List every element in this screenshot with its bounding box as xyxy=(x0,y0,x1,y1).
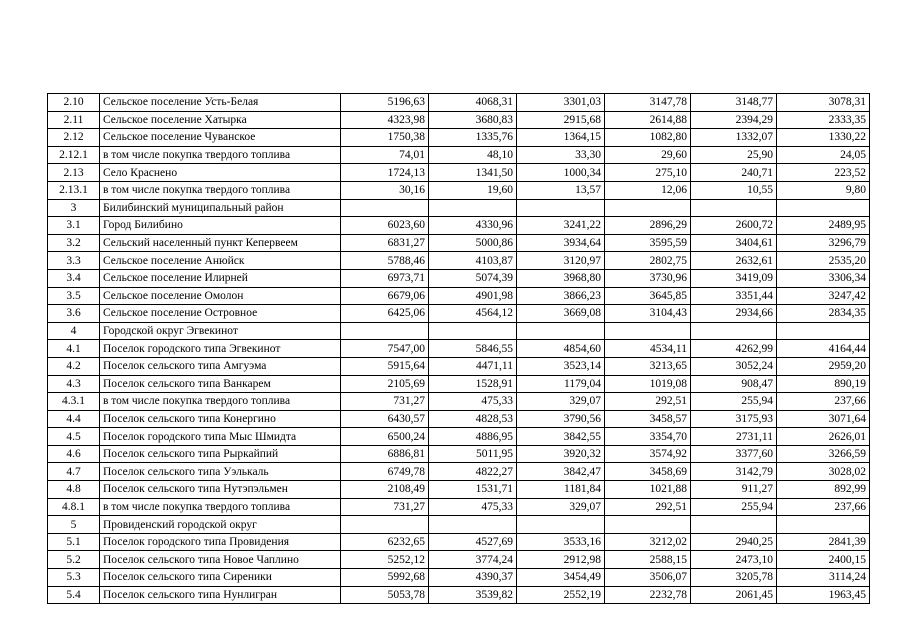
row-number-cell: 2.12 xyxy=(48,129,100,147)
value-cell: 3028,02 xyxy=(777,463,870,481)
table-row xyxy=(48,410,870,428)
value-cell xyxy=(777,322,870,340)
value-cell xyxy=(777,516,870,534)
value-cell: 292,51 xyxy=(605,393,691,411)
value-cell: 3842,47 xyxy=(517,463,605,481)
row-name-cell: в том числе покупка твердого топлива xyxy=(100,181,341,199)
value-cell xyxy=(429,322,517,340)
value-cell xyxy=(605,199,691,217)
value-cell: 4471,11 xyxy=(429,357,517,375)
table-row xyxy=(48,340,870,358)
value-cell: 3680,83 xyxy=(429,111,517,129)
row-number-cell: 5.2 xyxy=(48,551,100,569)
value-cell: 2934,66 xyxy=(691,305,777,323)
value-cell: 3774,24 xyxy=(429,551,517,569)
value-cell: 4828,53 xyxy=(429,410,517,428)
row-number-cell: 2.13 xyxy=(48,164,100,182)
value-cell xyxy=(517,516,605,534)
value-cell: 329,07 xyxy=(517,393,605,411)
row-name-cell: Поселок сельского типа Новое Чаплино xyxy=(100,551,341,569)
value-cell: 3147,78 xyxy=(605,94,691,112)
value-cell: 2535,20 xyxy=(777,252,870,270)
value-cell: 6430,57 xyxy=(341,410,429,428)
row-name-cell: Сельское поселение Омолон xyxy=(100,287,341,305)
data-table xyxy=(47,93,870,604)
table-row xyxy=(48,164,870,182)
row-name-cell: Село Краснено xyxy=(100,164,341,182)
value-cell: 3266,59 xyxy=(777,445,870,463)
row-number-cell: 4 xyxy=(48,322,100,340)
row-number-cell: 3.6 xyxy=(48,305,100,323)
row-number-cell: 4.1 xyxy=(48,340,100,358)
value-cell: 33,30 xyxy=(517,146,605,164)
row-number-cell: 2.10 xyxy=(48,94,100,112)
value-cell: 240,71 xyxy=(691,164,777,182)
value-cell: 13,57 xyxy=(517,181,605,199)
row-name-cell: в том числе покупка твердого топлива xyxy=(100,393,341,411)
row-number-cell: 5.1 xyxy=(48,533,100,551)
value-cell: 890,19 xyxy=(777,375,870,393)
value-cell: 4330,96 xyxy=(429,217,517,235)
value-cell: 237,66 xyxy=(777,498,870,516)
table-row xyxy=(48,516,870,534)
row-name-cell: Сельское поселение Анюйск xyxy=(100,252,341,270)
row-name-cell: Поселок городского типа Мыс Шмидта xyxy=(100,428,341,446)
value-cell: 892,99 xyxy=(777,481,870,499)
value-cell: 2614,88 xyxy=(605,111,691,129)
value-cell xyxy=(517,199,605,217)
value-cell: 3458,57 xyxy=(605,410,691,428)
value-cell: 5000,86 xyxy=(429,234,517,252)
value-cell: 3351,44 xyxy=(691,287,777,305)
value-cell: 30,16 xyxy=(341,181,429,199)
value-cell: 4323,98 xyxy=(341,111,429,129)
value-cell: 5074,39 xyxy=(429,269,517,287)
value-cell: 2394,29 xyxy=(691,111,777,129)
value-cell: 4534,11 xyxy=(605,340,691,358)
value-cell: 4854,60 xyxy=(517,340,605,358)
value-cell: 3205,78 xyxy=(691,569,777,587)
value-cell: 3071,64 xyxy=(777,410,870,428)
value-cell: 2232,78 xyxy=(605,586,691,604)
value-cell: 3419,09 xyxy=(691,269,777,287)
row-name-cell: Поселок сельского типа Рыркайпий xyxy=(100,445,341,463)
value-cell: 4103,87 xyxy=(429,252,517,270)
value-cell: 10,55 xyxy=(691,181,777,199)
row-name-cell: в том числе покупка твердого топлива xyxy=(100,498,341,516)
table-row xyxy=(48,551,870,569)
value-cell xyxy=(691,516,777,534)
value-cell: 3842,55 xyxy=(517,428,605,446)
value-cell: 3790,56 xyxy=(517,410,605,428)
value-cell: 2105,69 xyxy=(341,375,429,393)
table-row xyxy=(48,586,870,604)
row-number-cell: 2.12.1 xyxy=(48,146,100,164)
row-name-cell: Сельское поселение Островное xyxy=(100,305,341,323)
value-cell: 3574,92 xyxy=(605,445,691,463)
value-cell: 5846,55 xyxy=(429,340,517,358)
value-cell: 911,27 xyxy=(691,481,777,499)
value-cell: 3052,24 xyxy=(691,357,777,375)
value-cell: 2940,25 xyxy=(691,533,777,551)
value-cell: 292,51 xyxy=(605,498,691,516)
value-cell: 25,90 xyxy=(691,146,777,164)
value-cell: 3175,93 xyxy=(691,410,777,428)
value-cell: 3114,24 xyxy=(777,569,870,587)
row-name-cell: Поселок городского типа Эгвекинот xyxy=(100,340,341,358)
value-cell xyxy=(429,199,517,217)
value-cell: 3968,80 xyxy=(517,269,605,287)
table-row xyxy=(48,234,870,252)
value-cell: 3454,49 xyxy=(517,569,605,587)
row-number-cell: 2.11 xyxy=(48,111,100,129)
value-cell: 4886,95 xyxy=(429,428,517,446)
value-cell: 4901,98 xyxy=(429,287,517,305)
value-cell: 5992,68 xyxy=(341,569,429,587)
value-cell: 2489,95 xyxy=(777,217,870,235)
table-row xyxy=(48,287,870,305)
value-cell: 1021,88 xyxy=(605,481,691,499)
row-name-cell: Провиденский городской округ xyxy=(100,516,341,534)
value-cell: 3669,08 xyxy=(517,305,605,323)
value-cell: 1082,80 xyxy=(605,129,691,147)
value-cell xyxy=(341,322,429,340)
row-name-cell: Городской округ Эгвекинот xyxy=(100,322,341,340)
value-cell: 1528,91 xyxy=(429,375,517,393)
row-number-cell: 4.2 xyxy=(48,357,100,375)
value-cell: 5252,12 xyxy=(341,551,429,569)
value-cell: 2834,35 xyxy=(777,305,870,323)
value-cell: 237,66 xyxy=(777,393,870,411)
value-cell: 3458,69 xyxy=(605,463,691,481)
row-name-cell: Поселок сельского типа Уэлькаль xyxy=(100,463,341,481)
value-cell: 2333,35 xyxy=(777,111,870,129)
value-cell: 6500,24 xyxy=(341,428,429,446)
row-number-cell: 3.5 xyxy=(48,287,100,305)
value-cell xyxy=(777,199,870,217)
value-cell: 5915,64 xyxy=(341,357,429,375)
row-number-cell: 3.3 xyxy=(48,252,100,270)
value-cell: 3120,97 xyxy=(517,252,605,270)
value-cell: 2632,61 xyxy=(691,252,777,270)
value-cell: 4822,27 xyxy=(429,463,517,481)
row-name-cell: Сельское поселение Усть-Белая xyxy=(100,94,341,112)
row-name-cell: Сельское поселение Хатырка xyxy=(100,111,341,129)
value-cell: 4164,44 xyxy=(777,340,870,358)
value-cell: 3730,96 xyxy=(605,269,691,287)
value-cell: 3404,61 xyxy=(691,234,777,252)
value-cell: 4068,31 xyxy=(429,94,517,112)
row-number-cell: 4.6 xyxy=(48,445,100,463)
row-name-cell: Поселок сельского типа Сиреники xyxy=(100,569,341,587)
value-cell: 4564,12 xyxy=(429,305,517,323)
value-cell: 2912,98 xyxy=(517,551,605,569)
value-cell: 4390,37 xyxy=(429,569,517,587)
row-number-cell: 5.3 xyxy=(48,569,100,587)
value-cell: 1335,76 xyxy=(429,129,517,147)
table-body xyxy=(48,94,870,604)
table-row xyxy=(48,252,870,270)
row-name-cell: Сельский населенный пункт Кепервеем xyxy=(100,234,341,252)
value-cell: 24,05 xyxy=(777,146,870,164)
row-number-cell: 3.1 xyxy=(48,217,100,235)
table-row xyxy=(48,146,870,164)
value-cell: 5196,63 xyxy=(341,94,429,112)
value-cell: 223,52 xyxy=(777,164,870,182)
value-cell: 255,94 xyxy=(691,498,777,516)
row-number-cell: 5.4 xyxy=(48,586,100,604)
row-number-cell: 4.5 xyxy=(48,428,100,446)
value-cell: 5053,78 xyxy=(341,586,429,604)
value-cell: 1330,22 xyxy=(777,129,870,147)
row-name-cell: Поселок сельского типа Нунлигран xyxy=(100,586,341,604)
value-cell: 2802,75 xyxy=(605,252,691,270)
row-name-cell: в том числе покупка твердого топлива xyxy=(100,146,341,164)
table-row xyxy=(48,269,870,287)
value-cell: 1000,34 xyxy=(517,164,605,182)
table-row xyxy=(48,217,870,235)
value-cell: 3920,32 xyxy=(517,445,605,463)
value-cell: 1341,50 xyxy=(429,164,517,182)
value-cell: 3645,85 xyxy=(605,287,691,305)
value-cell xyxy=(517,322,605,340)
value-cell: 2626,01 xyxy=(777,428,870,446)
table-row xyxy=(48,393,870,411)
table-row xyxy=(48,445,870,463)
row-number-cell: 4.3.1 xyxy=(48,393,100,411)
value-cell: 2841,39 xyxy=(777,533,870,551)
row-number-cell: 5 xyxy=(48,516,100,534)
value-cell: 475,33 xyxy=(429,393,517,411)
value-cell: 2731,11 xyxy=(691,428,777,446)
value-cell: 4262,99 xyxy=(691,340,777,358)
value-cell: 275,10 xyxy=(605,164,691,182)
value-cell xyxy=(605,516,691,534)
row-number-cell: 3.2 xyxy=(48,234,100,252)
table-row xyxy=(48,111,870,129)
value-cell: 731,27 xyxy=(341,393,429,411)
value-cell: 9,80 xyxy=(777,181,870,199)
value-cell: 3213,65 xyxy=(605,357,691,375)
table-row xyxy=(48,533,870,551)
row-number-cell: 3.4 xyxy=(48,269,100,287)
table-row xyxy=(48,199,870,217)
value-cell: 6232,65 xyxy=(341,533,429,551)
value-cell: 6679,06 xyxy=(341,287,429,305)
value-cell: 29,60 xyxy=(605,146,691,164)
value-cell: 12,06 xyxy=(605,181,691,199)
value-cell: 6973,71 xyxy=(341,269,429,287)
value-cell: 2400,15 xyxy=(777,551,870,569)
row-number-cell: 4.7 xyxy=(48,463,100,481)
value-cell xyxy=(341,199,429,217)
value-cell: 1364,15 xyxy=(517,129,605,147)
value-cell: 3934,64 xyxy=(517,234,605,252)
value-cell: 475,33 xyxy=(429,498,517,516)
value-cell: 19,60 xyxy=(429,181,517,199)
value-cell: 3301,03 xyxy=(517,94,605,112)
table-row xyxy=(48,375,870,393)
value-cell: 2108,49 xyxy=(341,481,429,499)
value-cell xyxy=(691,322,777,340)
row-name-cell: Поселок сельского типа Ванкарем xyxy=(100,375,341,393)
table-row xyxy=(48,305,870,323)
value-cell: 3148,77 xyxy=(691,94,777,112)
table-row xyxy=(48,94,870,112)
value-cell: 329,07 xyxy=(517,498,605,516)
value-cell: 6831,27 xyxy=(341,234,429,252)
table-row xyxy=(48,463,870,481)
value-cell: 2959,20 xyxy=(777,357,870,375)
value-cell: 3104,43 xyxy=(605,305,691,323)
table-row xyxy=(48,322,870,340)
value-cell: 48,10 xyxy=(429,146,517,164)
row-name-cell: Поселок городского типа Провидения xyxy=(100,533,341,551)
row-number-cell: 4.8.1 xyxy=(48,498,100,516)
value-cell: 4527,69 xyxy=(429,533,517,551)
value-cell xyxy=(605,322,691,340)
row-name-cell: Сельское поселение Илирней xyxy=(100,269,341,287)
value-cell: 3241,22 xyxy=(517,217,605,235)
row-name-cell: Билибинский муниципальный район xyxy=(100,199,341,217)
value-cell: 3078,31 xyxy=(777,94,870,112)
value-cell: 1019,08 xyxy=(605,375,691,393)
value-cell xyxy=(341,516,429,534)
table-row xyxy=(48,498,870,516)
row-name-cell: Поселок сельского типа Нутэпэльмен xyxy=(100,481,341,499)
table-row xyxy=(48,428,870,446)
value-cell: 6023,60 xyxy=(341,217,429,235)
value-cell: 5011,95 xyxy=(429,445,517,463)
value-cell: 1963,45 xyxy=(777,586,870,604)
value-cell: 3142,79 xyxy=(691,463,777,481)
value-cell xyxy=(691,199,777,217)
value-cell: 908,47 xyxy=(691,375,777,393)
value-cell: 2061,45 xyxy=(691,586,777,604)
table-row xyxy=(48,181,870,199)
value-cell: 1181,84 xyxy=(517,481,605,499)
value-cell xyxy=(429,516,517,534)
value-cell: 731,27 xyxy=(341,498,429,516)
value-cell: 6886,81 xyxy=(341,445,429,463)
value-cell: 2473,10 xyxy=(691,551,777,569)
value-cell: 7547,00 xyxy=(341,340,429,358)
value-cell: 5788,46 xyxy=(341,252,429,270)
row-name-cell: Поселок сельского типа Конергино xyxy=(100,410,341,428)
table-row xyxy=(48,129,870,147)
value-cell: 1531,71 xyxy=(429,481,517,499)
value-cell: 2588,15 xyxy=(605,551,691,569)
value-cell: 2600,72 xyxy=(691,217,777,235)
value-cell: 6749,78 xyxy=(341,463,429,481)
value-cell: 3539,82 xyxy=(429,586,517,604)
value-cell: 255,94 xyxy=(691,393,777,411)
value-cell: 3506,07 xyxy=(605,569,691,587)
row-number-cell: 4.3 xyxy=(48,375,100,393)
value-cell: 2552,19 xyxy=(517,586,605,604)
value-cell: 3377,60 xyxy=(691,445,777,463)
value-cell: 2915,68 xyxy=(517,111,605,129)
row-number-cell: 4.4 xyxy=(48,410,100,428)
row-name-cell: Сельское поселение Чуванское xyxy=(100,129,341,147)
value-cell: 1332,07 xyxy=(691,129,777,147)
value-cell: 3247,42 xyxy=(777,287,870,305)
value-cell: 1179,04 xyxy=(517,375,605,393)
row-number-cell: 3 xyxy=(48,199,100,217)
row-number-cell: 4.8 xyxy=(48,481,100,499)
value-cell: 3354,70 xyxy=(605,428,691,446)
value-cell: 3296,79 xyxy=(777,234,870,252)
value-cell: 3866,23 xyxy=(517,287,605,305)
value-cell: 3212,02 xyxy=(605,533,691,551)
table-row xyxy=(48,357,870,375)
table-row xyxy=(48,569,870,587)
value-cell: 6425,06 xyxy=(341,305,429,323)
row-name-cell: Поселок сельского типа Амгуэма xyxy=(100,357,341,375)
table-row xyxy=(48,481,870,499)
value-cell: 1724,13 xyxy=(341,164,429,182)
value-cell: 3533,16 xyxy=(517,533,605,551)
row-number-cell: 2.13.1 xyxy=(48,181,100,199)
value-cell: 3523,14 xyxy=(517,357,605,375)
value-cell: 2896,29 xyxy=(605,217,691,235)
value-cell: 3595,59 xyxy=(605,234,691,252)
value-cell: 3306,34 xyxy=(777,269,870,287)
value-cell: 74,01 xyxy=(341,146,429,164)
row-name-cell: Город Билибино xyxy=(100,217,341,235)
value-cell: 1750,38 xyxy=(341,129,429,147)
